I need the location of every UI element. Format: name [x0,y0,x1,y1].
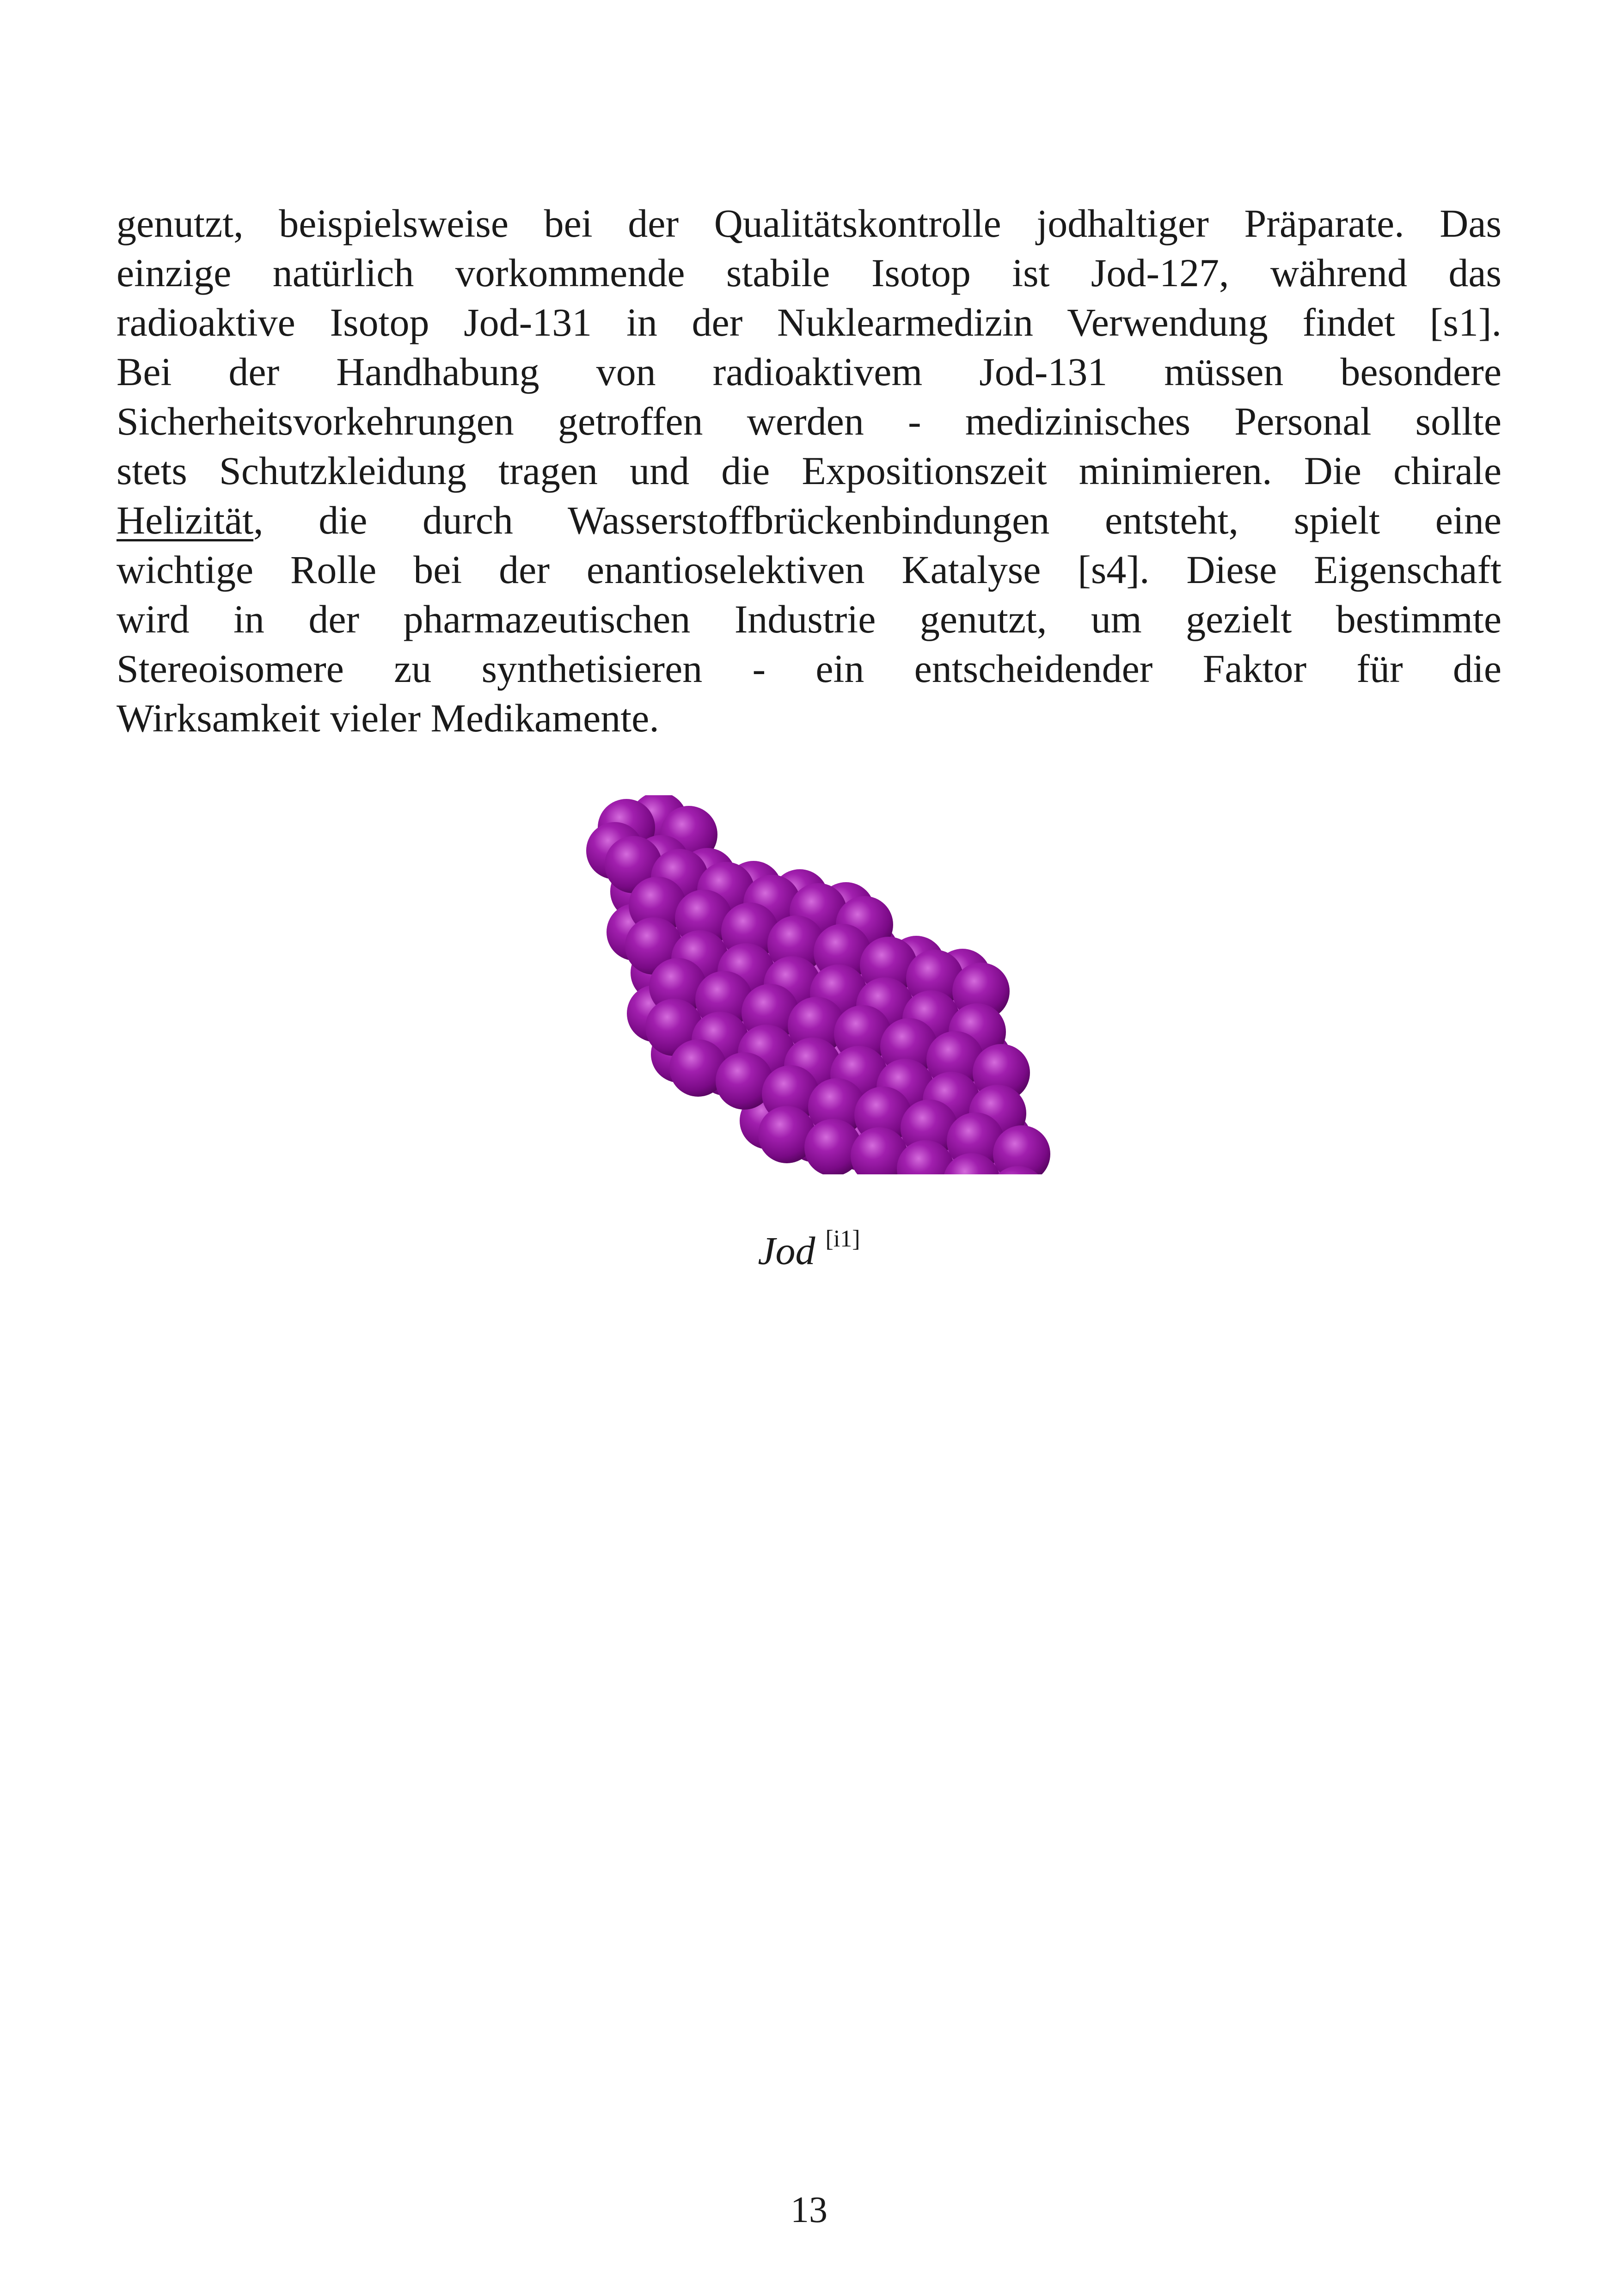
helizitaet-link[interactable]: Helizität [116,498,254,542]
page-number: 13 [791,2190,827,2230]
text-line: Bei der Handhabung von radioaktivem Jod-131 müssen besondere [116,350,1502,394]
text-line: Sicherheitsvorkehrungen getroffen werden - medizinisches Personal sollte [116,399,1502,443]
text-line: stets Schutzkleidung tragen und die Expositionszeit minimieren. Die chirale [116,448,1502,493]
text-line-rest: , die durch Wasserstoffbrückenbindungen entsteht, spielt eine [253,498,1502,542]
body-text [116,199,1502,743]
text-line: Wirksamkeit vieler Medikamente. [116,696,659,740]
iodine-crystal-model [555,795,1063,1174]
text-line: wird in der pharmazeutischen Industrie genutzt, um gezielt bestimmte [116,597,1502,641]
figure-caption [0,1225,1618,1274]
text-line: genutzt, beispielsweise bei der Qualitätskontrolle jodhaltiger Präparate. Das [116,201,1502,246]
text-line: Stereoisomere zu synthetisieren - ein entscheidender Faktor für die [116,646,1502,691]
caption-reference[interactable]: [i1] [825,1226,860,1252]
text-line: einzige natürlich vorkommende stabile Isotop ist Jod-127, während das [116,251,1502,295]
caption-title: Jod [758,1228,815,1273]
text-line: radioaktive Isotop Jod-131 in der Nuklearmedizin Verwendung findet [s1]. [116,300,1502,344]
text-line-with-link [116,496,1502,545]
text-line: wichtige Rolle bei der enantioselektiven Katalyse [s4]. Diese Eigenschaft [116,547,1502,592]
